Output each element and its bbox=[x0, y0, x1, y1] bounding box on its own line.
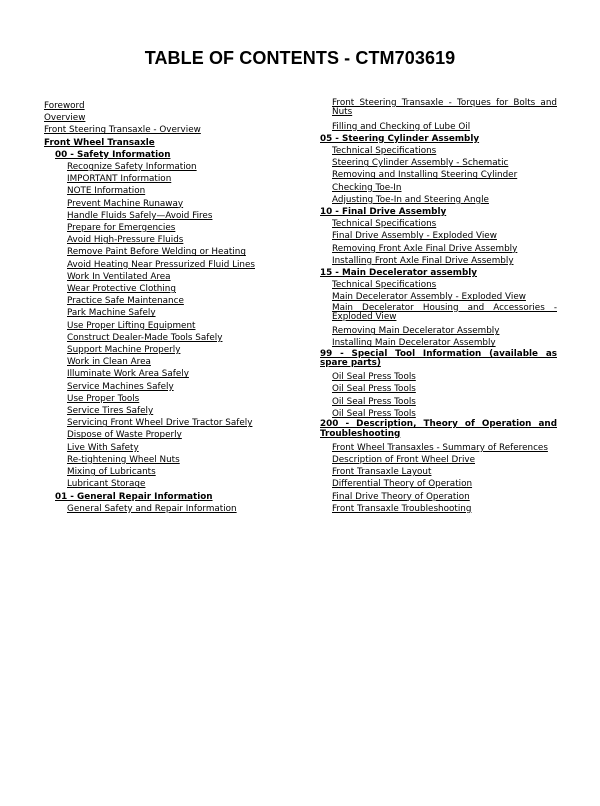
toc-link-service-tires-safely[interactable]: Service Tires Safely bbox=[67, 406, 154, 417]
toc-link-note-information[interactable]: NOTE Information bbox=[67, 186, 146, 197]
toc-link-front-wheel-transaxles-summary-of-references[interactable]: Front Wheel Transaxles - Summary of References bbox=[332, 442, 548, 453]
toc-link-main-decelerator-housing-and-accessories-exploded-view[interactable]: Main Decelerator Housing and Accessories - Exploded View bbox=[332, 302, 557, 323]
toc-link-05-steering-cylinder-assembly[interactable]: 05 - Steering Cylinder Assembly bbox=[320, 133, 480, 144]
toc-link-mixing-of-lubricants[interactable]: Mixing of Lubricants bbox=[67, 467, 156, 478]
toc-link-main-decelerator-assembly-exploded-view[interactable]: Main Decelerator Assembly - Exploded View bbox=[332, 292, 526, 303]
toc-left-column bbox=[44, 100, 299, 515]
toc-link-front-transaxle-troubleshooting[interactable]: Front Transaxle Troubleshooting bbox=[332, 503, 472, 514]
toc-link-filling-and-checking-of-lube-oil[interactable]: Filling and Checking of Lube Oil bbox=[332, 121, 471, 132]
toc-link-oil-seal-press-tools[interactable]: Oil Seal Press Tools bbox=[332, 408, 416, 419]
toc-link-front-wheel-transaxle[interactable]: Front Wheel Transaxle bbox=[44, 137, 155, 148]
toc-link-prepare-for-emergencies[interactable]: Prepare for Emergencies bbox=[67, 223, 176, 234]
toc-link-lubricant-storage[interactable]: Lubricant Storage bbox=[67, 479, 146, 490]
toc-link-200-description-theory-of-operation-and-troubleshooting[interactable]: 200 - Description, Theory of Operation and Troubleshooting bbox=[320, 419, 557, 439]
toc-link-construct-dealer-made-tools-safely[interactable]: Construct Dealer-Made Tools Safely bbox=[67, 332, 223, 343]
toc-link-remove-paint-before-welding-or-heating[interactable]: Remove Paint Before Welding or Heating bbox=[67, 247, 246, 258]
toc-link-important-information[interactable]: IMPORTANT Information bbox=[67, 174, 172, 185]
toc-link-differential-theory-of-operation[interactable]: Differential Theory of Operation bbox=[332, 479, 473, 490]
toc-link-removing-and-installing-steering-cylinder[interactable]: Removing and Installing Steering Cylinder bbox=[332, 170, 518, 181]
toc-link-99-special-tool-information-available-as-spare-parts[interactable]: 99 - Special Tool Information (available as spare parts) bbox=[320, 348, 557, 369]
toc-link-technical-specifications[interactable]: Technical Specifications bbox=[332, 280, 437, 291]
toc-link-re-tightening-wheel-nuts[interactable]: Re-tightening Wheel Nuts bbox=[67, 454, 180, 465]
toc-link-steering-cylinder-assembly-schematic[interactable]: Steering Cylinder Assembly - Schematic bbox=[332, 158, 509, 169]
toc-link-checking-toe-in[interactable]: Checking Toe-In bbox=[332, 182, 402, 193]
toc-link-10-final-drive-assembly[interactable]: 10 - Final Drive Assembly bbox=[320, 207, 447, 218]
toc-link-dispose-of-waste-properly[interactable]: Dispose of Waste Properly bbox=[67, 430, 182, 441]
toc-link-avoid-heating-near-pressurized-fluid-lines[interactable]: Avoid Heating Near Pressurized Fluid Lines bbox=[67, 259, 255, 270]
toc-link-final-drive-assembly-exploded-view[interactable]: Final Drive Assembly - Exploded View bbox=[332, 231, 497, 242]
toc-link-technical-specifications[interactable]: Technical Specifications bbox=[332, 219, 437, 230]
toc-link-avoid-high-pressure-fluids[interactable]: Avoid High-Pressure Fluids bbox=[67, 235, 184, 246]
toc-link-installing-main-decelerator-assembly[interactable]: Installing Main Decelerator Assembly bbox=[332, 338, 496, 349]
toc-link-removing-main-decelerator-assembly[interactable]: Removing Main Decelerator Assembly bbox=[332, 326, 500, 337]
toc-link-oil-seal-press-tools[interactable]: Oil Seal Press Tools bbox=[332, 384, 416, 395]
toc-link-description-of-front-wheel-drive[interactable]: Description of Front Wheel Drive bbox=[332, 454, 476, 465]
toc-link-oil-seal-press-tools[interactable]: Oil Seal Press Tools bbox=[332, 396, 416, 407]
toc-link-overview[interactable]: Overview bbox=[44, 113, 86, 124]
toc-link-general-safety-and-repair-information[interactable]: General Safety and Repair Information bbox=[67, 503, 237, 514]
toc-link-handle-fluids-safely-avoid-fires[interactable]: Handle Fluids Safely—Avoid Fires bbox=[67, 210, 213, 221]
toc-link-wear-protective-clothing[interactable]: Wear Protective Clothing bbox=[67, 284, 176, 295]
toc-link-recognize-safety-information[interactable]: Recognize Safety Information bbox=[67, 162, 197, 173]
toc-link-01-general-repair-information[interactable]: 01 - General Repair Information bbox=[55, 491, 213, 502]
page-title: TABLE OF CONTENTS - CTM703619 bbox=[144, 48, 456, 68]
toc-link-live-with-safety[interactable]: Live With Safety bbox=[67, 442, 139, 453]
toc-link-front-transaxle-layout[interactable]: Front Transaxle Layout bbox=[332, 467, 432, 478]
toc-link-installing-front-axle-final-drive-assembly[interactable]: Installing Front Axle Final Drive Assembly bbox=[332, 255, 514, 266]
toc-right-column bbox=[320, 99, 557, 515]
toc-link-use-proper-lifting-equipment[interactable]: Use Proper Lifting Equipment bbox=[67, 320, 196, 331]
toc-link-work-in-ventilated-area[interactable]: Work In Ventilated Area bbox=[67, 271, 171, 282]
toc-link-15-main-decelerator-assembly[interactable]: 15 - Main Decelerator assembly bbox=[320, 268, 477, 279]
toc-link-technical-specifications[interactable]: Technical Specifications bbox=[332, 146, 437, 157]
toc-link-00-safety-information[interactable]: 00 - Safety Information bbox=[55, 149, 171, 160]
toc-link-support-machine-properly[interactable]: Support Machine Properly bbox=[67, 345, 181, 356]
toc-link-foreword[interactable]: Foreword bbox=[44, 101, 85, 111]
toc-link-service-machines-safely[interactable]: Service Machines Safely bbox=[67, 381, 174, 392]
toc-link-prevent-machine-runaway[interactable]: Prevent Machine Runaway bbox=[67, 198, 184, 209]
toc-link-front-steering-transaxle-overview[interactable]: Front Steering Transaxle - Overview bbox=[44, 125, 201, 136]
toc-link-work-in-clean-area[interactable]: Work in Clean Area bbox=[67, 357, 151, 368]
toc-link-removing-front-axle-final-drive-assembly[interactable]: Removing Front Axle Final Drive Assembly bbox=[332, 243, 518, 254]
toc-link-use-proper-tools[interactable]: Use Proper Tools bbox=[67, 393, 140, 404]
toc-link-front-steering-transaxle-torques-for-bolts-and-nuts[interactable]: Front Steering Transaxle - Torques for Bolts and Nuts bbox=[332, 98, 557, 118]
toc-link-final-drive-theory-of-operation[interactable]: Final Drive Theory of Operation bbox=[332, 491, 470, 502]
toc-link-oil-seal-press-tools[interactable]: Oil Seal Press Tools bbox=[332, 372, 416, 383]
toc-link-practice-safe-maintenance[interactable]: Practice Safe Maintenance bbox=[67, 296, 184, 307]
toc-link-park-machine-safely[interactable]: Park Machine Safely bbox=[67, 308, 156, 319]
toc-link-servicing-front-wheel-drive-tractor-safely[interactable]: Servicing Front Wheel Drive Tractor Safely bbox=[67, 418, 253, 429]
toc-link-adjusting-toe-in-and-steering-angle[interactable]: Adjusting Toe-In and Steering Angle bbox=[332, 194, 489, 205]
toc-link-illuminate-work-area-safely[interactable]: Illuminate Work Area Safely bbox=[67, 369, 189, 380]
